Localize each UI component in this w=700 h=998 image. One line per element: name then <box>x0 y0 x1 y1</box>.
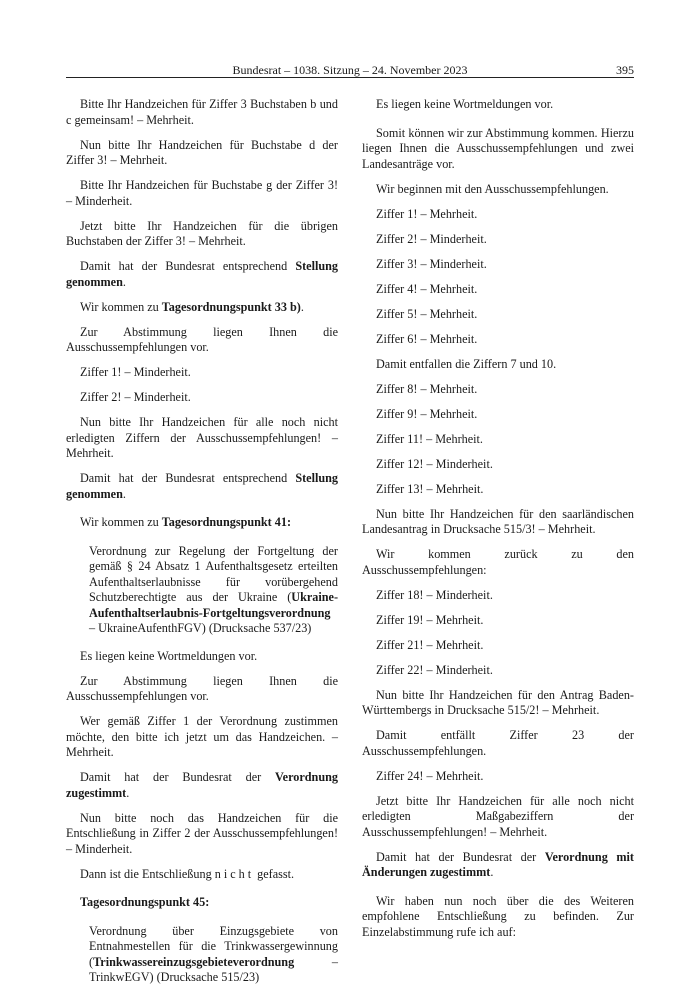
paragraph: Damit hat der Bundesrat entsprechend Stellung genommen. <box>66 259 338 289</box>
paragraph: Nun bitte Ihr Handzeichen für den Antrag Baden-Württembergs in Drucksache 515/2! – Mehrheit. <box>362 687 634 717</box>
paragraph: Zur Abstimmung liegen Ihnen die Ausschussempfehlungen vor. <box>66 673 338 703</box>
paragraph: Damit entfällt Ziffer 23 der Ausschussempfehlungen. <box>362 728 634 758</box>
paragraph: Nun bitte Ihr Handzeichen für alle noch nicht erledigten Ziffern der Ausschussempfehlungen! – Mehrheit. <box>66 415 338 460</box>
paragraph: Ziffer 1! – Minderheit. <box>80 365 191 379</box>
agenda-item-ref: Tagesordnungspunkt 33 b) <box>161 299 301 314</box>
paragraph: Ziffer 5! – Mehrheit. <box>376 306 478 321</box>
paragraph: Ziffer 8! – Mehrheit. <box>376 381 478 396</box>
emphasis: Stellung genommen <box>66 471 338 501</box>
agenda-item-description: Verordnung zur Regelung der Fortgeltung der gemäß § 24 Absatz 1 Aufenthaltsgesetz erteilten Aufenthaltserlaubnisse für vorübergehend Schutzberechtigte aus der Ukraine (Ukraine-Aufenthaltserlaubnis-Fortgeltungsverordnung – UkraineAufenthFGV) (Drucksache 537/23) <box>89 543 338 635</box>
paragraph: Ziffer 1! – Mehrheit. <box>376 206 478 221</box>
paragraph: Ziffer 22! – Minderheit. <box>376 662 493 677</box>
paragraph: Wir kommen zu Tagesordnungspunkt 41: <box>80 515 292 529</box>
paragraph: Jetzt bitte Ihr Handzeichen für alle noch nicht erledigten Maßgabeziffern der Ausschussempfehlungen! – Mehrheit. <box>362 793 634 839</box>
emphasis: Stellung genommen <box>66 259 338 289</box>
left-column <box>66 97 338 998</box>
paragraph: Bitte Ihr Handzeichen für Buchstabe g der Ziffer 3! – Minderheit. <box>66 178 338 208</box>
paragraph: Ziffer 24! – Mehrheit. <box>376 768 484 783</box>
paragraph: Ziffer 19! – Mehrheit. <box>376 612 484 627</box>
emphasis-spaced: nicht <box>214 866 255 881</box>
paragraph: Zur Abstimmung liegen Ihnen die Ausschussempfehlungen vor. <box>66 324 338 354</box>
paragraph: Dann ist die Entschließung nicht gefasst. <box>80 866 295 881</box>
paragraph: Damit hat der Bundesrat entsprechend Stellung genommen. <box>66 471 338 501</box>
paragraph: Es liegen keine Wortmeldungen vor. <box>80 648 258 663</box>
paragraph: Damit entfallen die Ziffern 7 und 10. <box>376 356 557 371</box>
emphasis: Trinkwassereinzugsgebieteverordnung <box>93 954 295 969</box>
paragraph: Nun bitte Ihr Handzeichen für den saarländischen Landesantrag in Drucksache 515/3! – Mehrheit. <box>362 506 634 536</box>
paragraph: Wir beginnen mit den Ausschussempfehlungen. <box>376 181 609 196</box>
paragraph: Nun bitte noch das Handzeichen für die Entschließung in Ziffer 2 der Ausschussempfehlungen! – Minderheit. <box>66 810 338 856</box>
emphasis: Verordnung mit Änderungen zugestimmt <box>362 849 634 879</box>
paragraph: Jetzt bitte Ihr Handzeichen für die übrigen Buchstaben der Ziffer 3! – Mehrheit. <box>66 218 338 248</box>
running-header <box>66 63 634 78</box>
agenda-item-heading: Tagesordnungspunkt 45: <box>80 895 210 909</box>
agenda-item-description: Verordnung über Einzugsgebiete von Entnahmestellen für die Trinkwassergewinnung (Trinkwassereinzugsgebieteverordnung – TrinkwEGV) (Drucksache 515/23) <box>89 923 338 984</box>
paragraph: Wer gemäß Ziffer 1 der Verordnung zustimmen möchte, den bitte ich jetzt um das Handzeichen. – Mehrheit. <box>66 714 338 759</box>
paragraph: Ziffer 4! – Mehrheit. <box>376 281 478 296</box>
paragraph: Ziffer 11! – Mehrheit. <box>376 431 483 446</box>
emphasis: Verordnung zugestimmt <box>66 770 338 800</box>
paragraph: Ziffer 2! – Minderheit. <box>80 390 191 404</box>
paragraph: Damit hat der Bundesrat der Verordnung mit Änderungen zugestimmt. <box>362 849 634 879</box>
paragraph: Ziffer 12! – Minderheit. <box>376 456 493 471</box>
paragraph: Ziffer 18! – Minderheit. <box>376 587 493 602</box>
paragraph: Somit können wir zur Abstimmung kommen. Hierzu liegen Ihnen die Ausschussempfehlungen und zwei Landesanträge vor. <box>362 125 634 171</box>
page-number: 395 <box>616 63 634 77</box>
agenda-item-ref: Tagesordnungspunkt 41: <box>161 515 292 529</box>
paragraph: Ziffer 21! – Mehrheit. <box>376 637 484 652</box>
paragraph: Ziffer 9! – Mehrheit. <box>376 406 478 421</box>
paragraph: Wir kommen zurück zu den Ausschussempfehlungen: <box>362 547 634 577</box>
paragraph: Wir kommen zu Tagesordnungspunkt 33 b). <box>80 299 304 314</box>
emphasis: Ukraine-Aufenthaltserlaubnis-Fortgeltungsverordnung <box>89 590 338 620</box>
paragraph: Ziffer 13! – Mehrheit. <box>376 481 484 496</box>
paragraph: Nun bitte Ihr Handzeichen für Buchstabe d der Ziffer 3! – Mehrheit. <box>66 137 338 167</box>
paragraph: Ziffer 3! – Minderheit. <box>376 256 487 271</box>
header-title: Bundesrat – 1038. Sitzung – 24. November 2023 <box>232 63 468 77</box>
paragraph: Es liegen keine Wortmeldungen vor. <box>376 97 554 111</box>
paragraph: Ziffer 2! – Minderheit. <box>376 231 487 246</box>
paragraph: Damit hat der Bundesrat der Verordnung zugestimmt. <box>66 770 338 800</box>
right-column <box>362 97 634 950</box>
paragraph: Ziffer 6! – Mehrheit. <box>376 331 478 346</box>
paragraph: Wir haben nun noch über die des Weiteren empfohlene Entschließung zu befinden. Zur Einzelabstimmung rufe ich auf: <box>362 893 634 939</box>
paragraph: Bitte Ihr Handzeichen für Ziffer 3 Buchstaben b und c gemeinsam! – Mehrheit. <box>66 97 338 127</box>
